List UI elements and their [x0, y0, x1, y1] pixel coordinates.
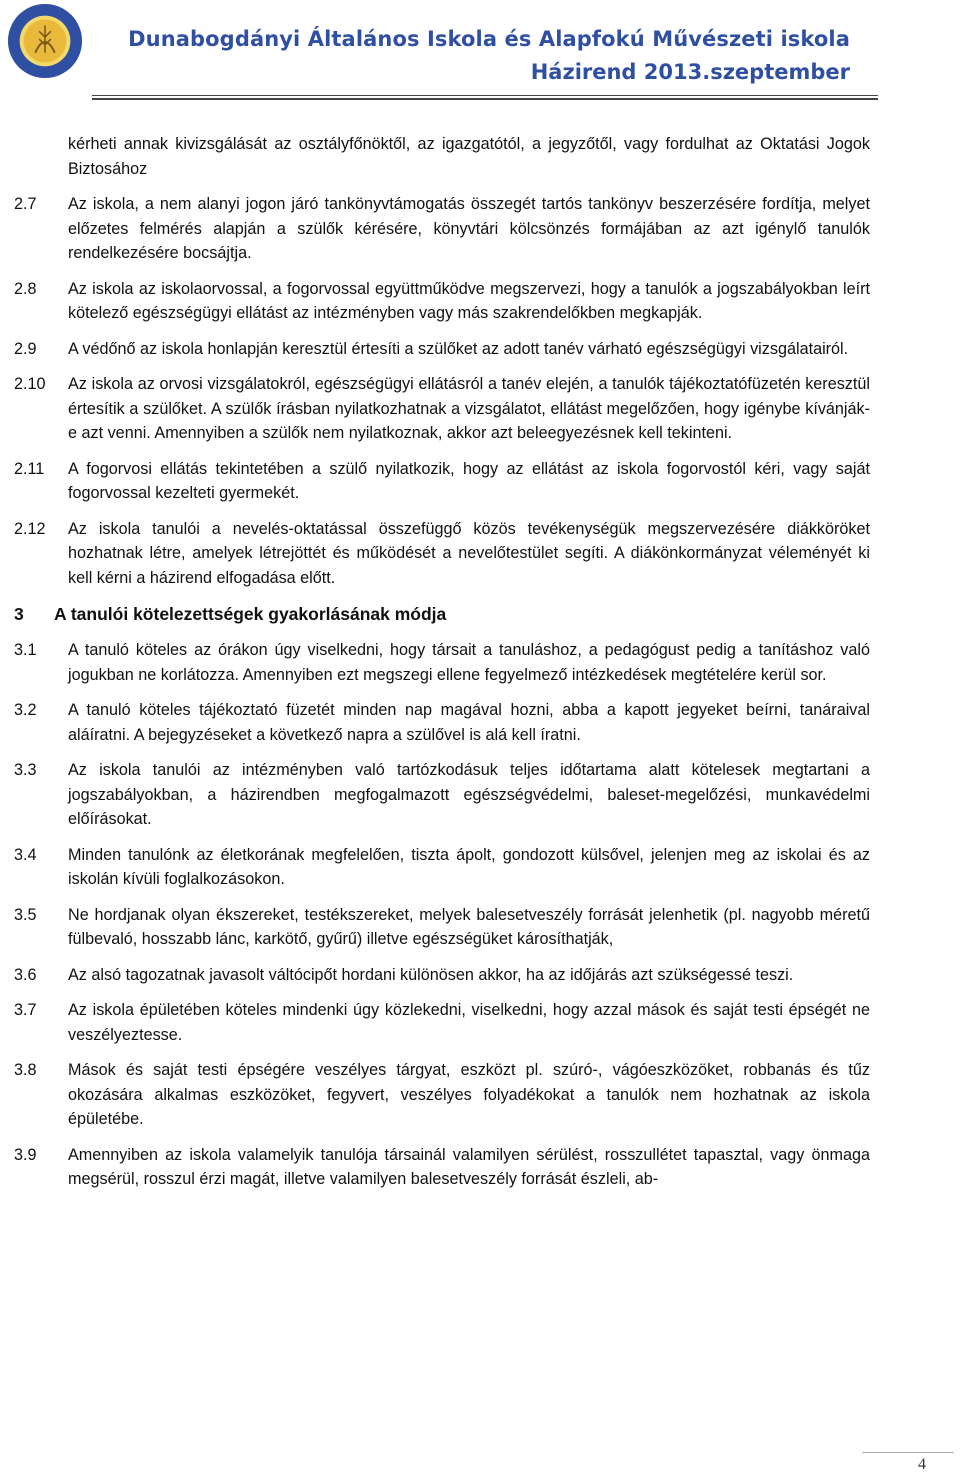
paragraph-text: Az iskola az orvosi vizsgálatokról, egészségügyi ellátásról a tanév elején, a tanulók tájékoztatófüzetén keresztül értesítik a szülőket. A szülők írásban nyilatkozhatnak a vizsgálatot, ellátást megelőzően, hogy igénybe kívánják-e azt venni. Amennyiben a szülők nem nyilatkoznak, akkor azt beleegyezésnek kell tekinteni.: [68, 375, 870, 442]
paragraph-text: Amennyiben az iskola valamelyik tanulója társainál valamilyen sérülést, rosszullétet tapasztal, vagy önmaga megsérül, rosszul érzi magát, illetve valamilyen balesetveszély forrását észleli, ab-: [68, 1145, 870, 1188]
paragraph: [14, 963, 870, 988]
page-number: 4: [918, 1456, 926, 1473]
document-subtitle: Házirend 2013.szeptember: [530, 60, 850, 84]
paragraph-text: Ne hordjanak olyan ékszereket, testékszereket, melyek balesetveszély forrását jelenhetik (pl. nagyobb méretű fülbevaló, hosszabb lánc, karkötő, gyűrű) illetve egészségüket károsíthatják,: [68, 905, 870, 948]
section-number: 3: [14, 604, 24, 624]
paragraph: [14, 457, 870, 506]
header-divider-thick: [92, 98, 878, 100]
paragraph: [14, 758, 870, 832]
page-header: [0, 0, 960, 100]
paragraph: [14, 998, 870, 1047]
paragraph-number: 3.8: [14, 1061, 37, 1079]
paragraph-text: A védőnő az iskola honlapján keresztül értesíti a szülőket az adott tanév várható egészségügyi vizsgálatairól.: [68, 339, 849, 358]
paragraph: [14, 1058, 870, 1132]
paragraph: [14, 372, 870, 446]
section-title: A tanulói kötelezettségek gyakorlásának módja: [54, 604, 447, 624]
paragraph-number: 3.3: [14, 761, 37, 779]
paragraph-number: 2.8: [14, 279, 37, 298]
paragraph-number: 2.12: [14, 519, 46, 538]
page-number-divider: [862, 1452, 954, 1453]
paragraph-text: Minden tanulónk az életkorának megfelelően, tiszta ápolt, gondozott külsővel, jelenjen meg az iskolai és az iskolán kívüli foglalkozásokon.: [68, 845, 870, 888]
paragraph: [14, 843, 870, 892]
paragraph-number: 3.7: [14, 1001, 37, 1019]
school-logo-icon: [6, 2, 84, 80]
paragraph-number: 2.9: [14, 339, 37, 358]
paragraph: [14, 337, 870, 362]
paragraph-text: Az iskola az iskolaorvossal, a fogorvossal együttműködve megszervezi, hogy a tanulók a jogszabályokban leírt kötelező egészségügyi ellátást az intézményben vagy más szakrendelőkben megkapják.: [68, 279, 870, 322]
paragraph: [14, 277, 870, 326]
header-divider: [92, 95, 878, 96]
document-body: [14, 132, 870, 1203]
paragraph: [14, 517, 870, 591]
paragraph-text: Mások és saját testi épségére veszélyes tárgyat, eszközt pl. szúró-, vágóeszközöket, robbanás és tűz okozására alkalmas eszközöket, fegyvert, veszélyes folyadékokat a tanulók nem hozhatnak az iskola épületébe.: [68, 1061, 870, 1128]
paragraph-number: 2.11: [14, 459, 45, 478]
paragraph-number: 3.2: [14, 701, 37, 719]
school-name: Dunabogdányi Általános Iskola és Alapfokú Művészeti iskola: [128, 27, 850, 51]
paragraph: [14, 1143, 870, 1192]
section-heading: [14, 602, 870, 626]
paragraph: [14, 903, 870, 952]
paragraph-text: Az iskola, a nem alanyi jogon járó tankönyvtámogatás összegét tartós tankönyv beszerzésére fordítja, melyet előzetes felmérés alapján a szülők kérésére, könyvtári kölcsönzés formájában az azt igénylő tanulók rendelkezésére bocsájtja.: [68, 195, 870, 262]
paragraph-number: 3.1: [14, 641, 37, 659]
paragraph: [14, 638, 870, 687]
paragraph-text: Az iskola tanulói az intézményben való tartózkodásuk teljes időtartama alatt kötelesek megtartani a jogszabályokban, a házirendben megfogalmazott egészségvédelmi, baleset-megelőzési, munkavédelmi előírásokat.: [68, 761, 870, 828]
paragraph-number: 3.4: [14, 845, 37, 864]
paragraph-text: Az iskola tanulói a nevelés-oktatással összefüggő közös tevékenységük megszervezésére diákköröket hozhatnak létre, amelyek létrejöttét és működését a nevelőtestület segíti. A diákönkormányzat véleményét ki kell kérni a házirend elfogadása előtt.: [68, 519, 870, 587]
paragraph-text: kérheti annak kivizsgálását az osztályfőnöktől, az igazgatótól, a jegyzőtől, vagy fordulhat az Oktatási Jogok Biztosához: [68, 135, 870, 178]
paragraph-text: A tanuló köteles az órákon úgy viselkedni, hogy társait a tanuláshoz, a pedagógust pedig a tanításhoz való jogukban ne korlátozza. Amennyiben ezt megszegi ellene fegyelmező intézkedések megtételére kerül sor.: [68, 641, 870, 684]
paragraph: [14, 132, 870, 181]
paragraph-number: 3.5: [14, 905, 37, 924]
paragraph: [14, 698, 870, 747]
paragraph-number: 2.10: [14, 375, 46, 393]
paragraph-text: A fogorvosi ellátás tekintetében a szülő nyilatkozik, hogy az ellátást az iskola fogorvostól kéri, vagy saját fogorvossal kezelteti gyermekét.: [68, 459, 870, 502]
paragraph-number: 3.9: [14, 1145, 37, 1164]
paragraph-number: 2.7: [14, 195, 37, 213]
paragraph-text: Az iskola épületében köteles mindenki úgy közlekedni, viselkedni, hogy azzal mások és saját testi épségét ne veszélyeztesse.: [68, 1001, 870, 1044]
paragraph-number: 3.6: [14, 965, 37, 984]
paragraph-text: A tanuló köteles tájékoztató füzetét minden nap magával hozni, abba a kapott jegyeket beírni, tanáraival aláíratni. A bejegyzéseket a következő napra a szülővel is alá kell íratni.: [68, 701, 870, 744]
paragraph-text: Az alsó tagozatnak javasolt váltócipőt hordani különösen akkor, ha az időjárás azt szükségessé teszi.: [68, 965, 794, 984]
paragraph: [14, 192, 870, 266]
